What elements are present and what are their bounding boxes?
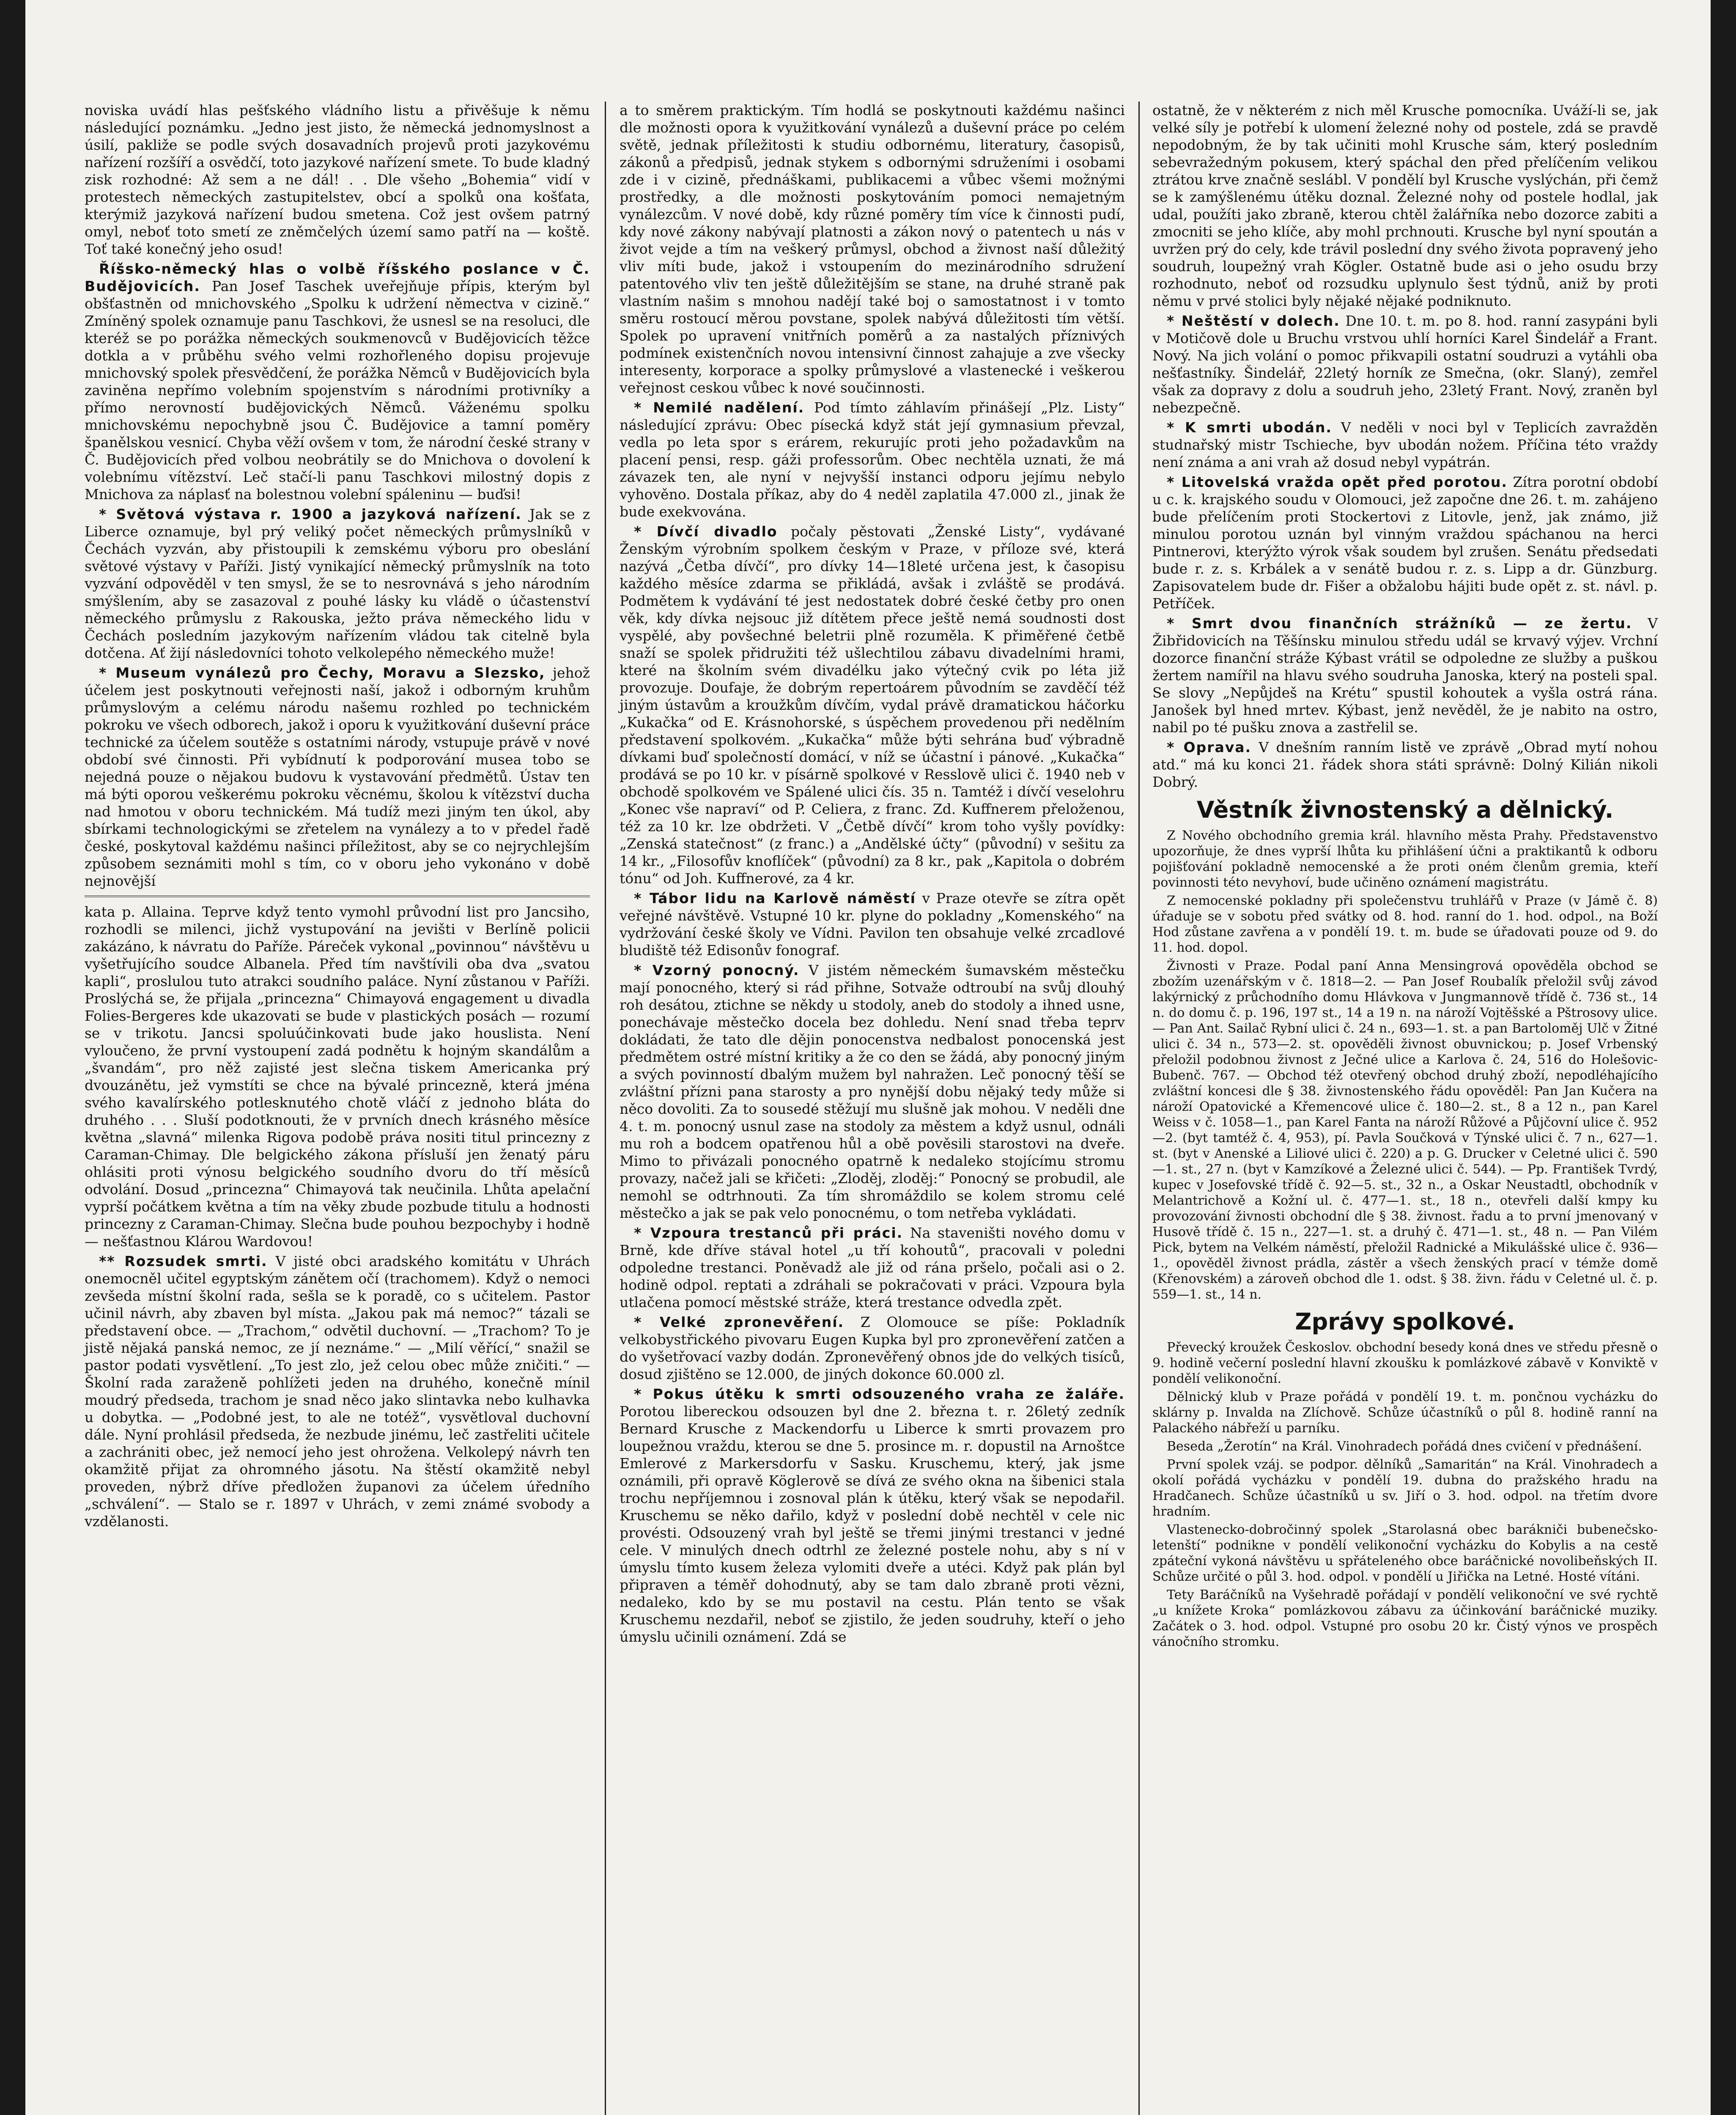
article-paragraph	[85, 505, 590, 662]
article-paragraph	[620, 1224, 1125, 1311]
scan-border-left	[0, 0, 25, 2115]
article-body: V neděli v noci byl v Teplicích zavražděn studnařský mistr Tschieche, byv ubodán nožem. Příčina této vraždy není známa a ani vrah až dosud nebyl vypátrán.	[1152, 419, 1658, 470]
notice-paragraph: První spolek vzáj. se podpor. dělníků „Samaritán“ na Král. Vinohradech a okolí pořádá vycházku v pondělí 19. dubna do pražského hradu na Hradčanech. Schůze účastníků u sv. Jiří o 3. hod. odpol. na třetím dvore hradním.	[1152, 1457, 1658, 1519]
article-paragraph	[85, 260, 590, 503]
article-body: Dne 10. t. m. po 8. hod. ranní zasypáni byli v Motičově dole u Bruchu vrstvou uhlí horníci Karel Šindelář a Frant. Nový. Na jich volání o pomoc přikvapili ostatní soudruzi a vytáhli oba nešťastníky. Šindelář, 22letý horník ze Smečna, (okr. Slaný), zemřel však za dopravy z dolu a soudruh jeho, 23letý Frant. Nový, zraněn byl nebezpečně.	[1152, 313, 1658, 416]
notice-paragraph: Vlastenecko-dobročinný spolek „Starolasná obec barákniči bubenečsko-letenští“ podnikne v pondělí velikonoční vycházku do Kobylis a na cestě zpáteční vykoná návštěvu u spřáteleného obce baráčnické novolibeňských II. Schůze určité o půl 3. hod. odpol. v pondělí u Jiřička na Letné. Hosté vítáni.	[1152, 1522, 1658, 1584]
article-body: jehož účelem jest poskytnouti veřejnosti naší, jakož i odborným kruhům průmyslovým a celému národu našemu rozhled po technickém pokroku ve všech odborech, jakož i oporu k využitkování duševní práce technické za účelem soutěže s ostatními národy, vstupuje právě v nové období své činnosti. Při vybídnutí k podporování musea tobo se nejedná pouze o nějakou budovu k vystavování předmětů. Ústav ten má býti oporou veškerému pokroku věcnému, školou k vítězství ducha nad hmotou v oboru technickém. Má tudíž mezi jiným ten úkol, aby sbírkami technologickými se zřetelem na vynálezy a to v předel řadě české, poskytoval každému našinci příležitost, aby se co nejrychlejším způsobem seznámiti mohl s tím, co v oboru jeho vykonáno v době nejnovější	[85, 665, 590, 889]
notice-paragraph: Z Nového obchodního gremia král. hlavního města Prahy. Představenstvo upozorňuje, že dnes vyprší lhůta ku přihlášení účni a praktikantů k odboru pojišťování pokladně nemocenské a že proti oném členům gremia, kteří povinnosti této nevyhoví, bude učiněno oznámení magistrátu.	[1152, 828, 1658, 890]
article-heading: * Museum vynálezů pro Čechy, Moravu a Slezsko,	[99, 665, 546, 681]
article-paragraph: a to směrem praktickým. Tím hodlá se poskytnouti každému našinci dle možnosti opora k využitkování vynálezů a duševní práce po celém světě, jednak příležitosti k studiu odbornému, literatury, časopisů, zákonů a předpisů, jednak stykem s odbornými sdruženími i osobami zde i v cizině, přednáškami, publikacemi a vůbec všemi možnými prostředky, a dle možnosti poskytováním pomoci nemajetným vynálezcům. V nové době, kdy různé poměry tím více k činnosti pudí, kdy nové zákony nabývají platnosti a zákon nový o patentech u nás v život vejde a tím na veškerý průmysl, obchod a živnost naší důležitý vliv míti bude, jakož i vstoupením do mezinárodního sdružení patentového vliv ten ještě důležitějším se stane, na druhé straně pak vlastním našim s mnohou nadějí také boj o samostatnost i v tomto směru rostoucí měrou povstane, spolek nabývá důležitosti tím větší. Spolek po upravení vnitřních poměrů a za nastalých příznivých podmínek existenčních novou intensivní činnost zahajuje a zve všecky interesenty, korporace a spolky průmyslové a vlastenecké i veškerou veřejnost ceskou vůbec k nové součinnosti.	[620, 102, 1125, 396]
article-body: V dnešním ranním listě ve zprávě „Obrad mytí nohou atd.“ má ku konci 21. řádek shora státi správně: Dolný Kilián nikoli Dobrý.	[1152, 739, 1658, 790]
article-paragraph	[620, 1385, 1125, 1645]
article-heading: * Vzpoura trestanců při práci.	[634, 1225, 903, 1241]
column-2	[620, 102, 1125, 1648]
column-1	[85, 102, 590, 1533]
article-paragraph	[1152, 473, 1658, 612]
article-heading: * Smrt dvou finančních strážníků — ze žertu.	[1167, 615, 1632, 632]
article-paragraph: ostatně, že v některém z nich měl Krusche pomocníka. Uváží-li se, jak velké síly je potřebí k ulomení železné nohy od postele, zdá se pravdě nepodobným, že by tak učiniti mohl Krusche sám, který posledním sebevražedným pokusem, který spáchal den před přelíčením velikou ztrátou krve značně seslábl. V pondělí byl Krusche vyslýchán, při čemž se k zamýšlenému útěku doznal. Železné nohy od postele hodlal, jak udal, použíti jako zbraně, kterou chtěl žalářníka nebo dozorce zabiti a zmocniti se jeho klíče, aby mohl prchnouti. Krusche byl nyní spoután a uvržen prý do cely, kde trávil poslední dny svého života popravený jeho soudruh, loupežný vrah Kögler. Ostatně bude asi o jeho osudu brzy rozhodnuto, neboť od rozsudku uplynulo šest týdnů, aniž by proti němu v prvé stolici byly nějaké nějaké podniknuto.	[1152, 102, 1658, 309]
article-body: v Praze otevře se zítra opět veřejné návštěvě. Vstupné 10 kr. plyne do pokladny „Komenského“ na vydržování české školy ve Vídni. Pavilon ten obsahuje velké zrcadlové bludiště též Edisonův fonograf.	[620, 890, 1125, 959]
article-heading: * Velké zpronevěření.	[634, 1314, 845, 1330]
article-body: Pod tímto záhlavím přinášejí „Plz. Listy“ následující zprávu: Obec písecká když stát její gymnasium převzal, vedla po leta spor s erárem, rekurujíc proti jeho požadavkům na placení pensi, resp. gáži professorům. Obec nechtěla uznati, že má závazek ten, ale nyní v nejvyšší instanci odporu jejímu nebylo vyhověno. Dostala příkaz, aby do 4 neděl zaplatila 47.000 zl., jinak že bude exekvována.	[620, 399, 1125, 520]
newspaper-page	[85, 102, 1658, 2115]
article-heading: * Oprava.	[1167, 739, 1252, 755]
article-body: V jisté obci aradského komitátu v Uhrách onemocněl učitel egyptským zánětem očí (trachomem). Když o nemoci zevšeda místní školní rada, sešla se k poradě, co s učitelem. Pastor učinil návrh, aby zbaven byl místa. „Jakou pak má nemoc?“ tázali se představení obce. — „Trachom,“ odvětil duchovní. — „Trachom? To je jistě nějaká panská nemoc, ze jí neznáme.“ — „Milí věřící,“ snažil se pastor podati vysvětlení. „To jest zlo, jež celou obec může zničiti.“ — Školní rada zaraženě pohlížeti jeden na druhého, konečně mínil moudrý předseda, trachom je snad něco jako slintavka nebo kulhavka u dobytka. — „Podobné jest, to ale ne totéž“, vysvětloval duchovní dále. Nyní prohlásil předseda, že nezbude jinému, leč zastřeliti učitele a zachrániti obec, jež nemocí jeho jest ohrožena. Velkolepý návrh ten okamžitě přijat za ohromného jásotu. Na štěstí okamžitě nebyl proveden, nýbrž dříve předložen županovi za účelem úředního „schválení“. — Stalo se r. 1897 v Uhrách, v zemi známé svobody a vzdělanosti.	[85, 1253, 590, 1530]
section-title-associations: Zprávy spolkové.	[1295, 1308, 1515, 1335]
article-body: V Žibřidovicích na Těšínsku minulou středu udál se krvavý výjev. Vrchní dozorce finanční stráže Kýbast vrátil se odpoledne ze služby a puškou žertem namířil na hlavu svého soudruha Janoska, který na posteli spal. Se slovy „Nepůjdeš na Krétu“ spustil kohoutek a vyšla ostrá rána. Janošek byl hned mrtev. Kýbast, jenž nevěděl, že je nabito na ostro, nabil po té pušku znova a zastřelil se.	[1152, 615, 1658, 736]
article-heading: * K smrti ubodán.	[1167, 419, 1332, 436]
article-paragraph	[620, 961, 1125, 1222]
article-paragraph: kata p. Allaina. Teprve když tento vymohl průvodní list pro Jancsiho, rozhodli se milenci, jichž vystupování na jevišti v Berlíně policii zakázáno, k návratu do Paříže. Páreček vykonal „povinnou“ návštěvu u vyšetřujícího soudce Albanela. Před tím navštívili oba dva „svatou kapli“, proslulou tuto atrakci soudního paláce. Nyní zůstanou v Paříži. Proslýchá se, že přijala „princezna“ Chimayová engagement u divadla Folies-Bergeres kde ukazovati se bude v plastických posách — rozumí se v trikotu. Jancsi spoluúčinkovati bude jako houslista. Není vyloučeno, že první vystoupení zadá podnětu k hojným skandálům a „švandám“, pro něž zajisté jest slečna tiskem Americanka prý dvouzánětu, jež vymstíti se chce na bývalé princezně, která jména svého kavalírského potlesknutého chotě vláčí z jednoho bláta do druhého . . . Sluší podotknouti, že v prvních dnech krásného měsíce května „slavná“ milenka Rigova podobě práva nositi titul princezny z Caraman-Chimay. Dle belgického zákona přísluší jen ženatý páru ohlásiti proti výnosu belgického soudního dvoru do tří měsíců odvolání. Dosud „princezna“ Chimayová tak neučinila. Lhůta apelační vyprší počátkem května a tím na věky zbude pozbude titulu a hodnosti princezny z Caraman-Chimay. Slečna bude pouhou bezpochyby i hodně — nešťastnou Klárou Wardovou!	[85, 904, 590, 1250]
article-paragraph	[1152, 615, 1658, 736]
article-heading: ** Rozsudek smrti.	[99, 1253, 268, 1269]
article-body: Zítra porotní období u c. k. krajského soudu v Olomouci, jež započne dne 26. t. m. zahájeno bude přelíčením proti Stockertovi z Litovle, jenž, jak známo, již minulou porotou uznán byl vinným vraždou spáchanou na herci Pintnerovi, kterýžto výrok však soudem byl zrušen. Senátu předsedati bude r. z. s. Krbálek a v senátě budou r. z. s. Lipp a dr. Günzburg. Zapisovatelem bude dr. Fišer a obžalobu hájiti bude opět z. st. návl. p. Petříček.	[1152, 474, 1658, 612]
notice-paragraph: Dělnický klub v Praze pořádá v pondělí 19. t. m. pončnou vycházku do sklárny p. Invalda na Zlíchově. Schůze účastníků o půl 8. hodině ranní na Palackého nábřeží u parníku.	[1152, 1390, 1658, 1436]
scan-border-right	[1711, 0, 1736, 2115]
notice-paragraph: Převecký kroužek Českoslov. obchodní besedy koná dnes ve středu přesně o 9. hodině večerní poslední hlavní zkoušku k pomlázkové zábavě v Konviktě v pondělí velikonoční.	[1152, 1340, 1658, 1386]
article-body: Jak se z Liberce oznamuje, byl prý veliký počet německých průmyslníků v Čechách vyzván, aby přistoupili k zemskému výboru pro obeslání světové výstavy v Paříži. Jistý vynikající německý průmyslník na toto vyzvání odpověděl v ten smysl, že se to nesrovnává s jeho národním smýšlením, aby se zasazoval z pouhé lásky ku vládě o účastenství německého průmyslu z Rakouska, ježto práva německého lidu v Čechách posledním jazykovým nařízením vládou tak citelně byla dotčena. Ať žijí následovníci tohoto velkolepého německého muže!	[85, 506, 590, 661]
article-paragraph	[620, 890, 1125, 959]
notice-paragraph: Beseda „Žerotín“ na Král. Vinohradech pořádá dnes cvičení v přednášení.	[1167, 1439, 1642, 1454]
feuilleton-divider	[85, 895, 590, 897]
article-body: Porotou libereckou odsouzen byl dne 2. března t. r. 26letý zedník Bernard Krusche z Mackendorfu u Liberce k smrti provazem pro loupežnou vraždu, kterou se dne 5. prosince m. r. dopustil na Arnoštce Emlerové z Markersdorfu v Sasku. Kruschemu, který, jak jsme oznámili, při opravě Köglerově se dívá ze svého okna na šibenici stala trochu nepříjemnou i zosnoval plán k útěku, který však se nepodařil. Kruschemu se něko dařilo, když v poslední době nechtěl v cele nic provésti. Odsouzený vrah byl ještě se třemi jinými trestanci v jedné cele. V minulých dnech odtrhl ze železné postele nohu, aby s ní v úmyslu tímto kusem železa vylomiti dveře a utéci. Když pak plán byl připraven a téměř dohodnutý, aby se tam dalo zbraně proti vězni, nedaleko, kdo by se mu postavil na cestu. Plán tento se však Kruschemu nezdařil, neboť se zjistilo, že jeden soudruhy, kteří o jeho úmyslu učinili oznámení. Zdá se	[620, 1403, 1125, 1645]
article-body: počaly pěstovati „Ženské Listy“, vydávané Ženským výrobním spolkem českým v Praze, v příloze své, která nazývá „Četba dívčí“, pro dívky 14—18leté určena jest, k časopisu každého měsíce zdarma se přikládá, avšak i zvláště se prodává. Podmětem k vydávání té jest nedostatek dobré české četby pro onen věk, kdy dívka nejsouc již dítětem přece ještě nemá soudnosti dost vyspělé, aby povšechné beletrii plně rozuměla. K přiměřené četbě snaží se spolek přidružiti též ušlechtilou zábavu divadelními hrami, které na školním svém divadélku jako výtečný cvik po léta již provozuje. Doufaje, že dobrým repertoárem původním se zavděčí též jiným ústavům a kroužkům dívčím, vydal právě dramatickou háčorku „Kukačka“ od E. Krásnohorské, s úspěchem provedenou při nedělním představení spolkovém. „Kukačka“ může býti sehrána buď výbradně dívkami buď společností domácí, v níž se účastní i pánové. „Kukačka“ prodává se po 10 kr. v písárně spolkové v Resslově ulici č. 1940 neb v obchodě spolkovém ve Spálené ulici čís. 35 n. Tamtéž i dívčí veselohru „Konec vše napraví“ od P. Celiera, z franc. Zd. Kuffnerem přeloženou, též za 10 kr. lze obdržeti. V „Četbě dívčí“ krom toho vyšly povídky: „Zenská statečnost“ (z franc.) a „Andělské účty“ (původní) v sešitu za 14 kr., „Filosofův knoflíček“ (původní) za 8 kr., pak „Kapitola o dobrém tónu“ od Joh. Kuffnerové, za 4 kr.	[620, 523, 1125, 887]
article-paragraph	[85, 1253, 590, 1530]
article-paragraph	[1152, 419, 1658, 471]
column-divider	[1138, 102, 1140, 2115]
article-paragraph	[1152, 312, 1658, 416]
article-paragraph: noviska uvádí hlas pešťského vládního listu a přivěšuje k němu následující poznámku. „Jedno jest jisto, že německá jednomyslnost a úsilí, pakliže se podle svých dosavadních projevů proti jazykovému nařízení rozšíří a osvědčí, toto jazykové nařízení smete. To bude kladný zisk rozhodné: Až sem a ne dál! . . Dle všeho „Bohemia“ vidí v protestech německých zastupitelstev, obcí a spolků ona košťata, kterýmiž jazyková nařízení budou smetena. Což jest ovšem patrný omyl, neboť toto smetí ze zněmčelých území samo patří na — koště. Toť také konečný jeho osud!	[85, 102, 590, 257]
article-paragraph	[1152, 739, 1658, 791]
article-body: Z Olomouce se píše: Pokladník velkobystřického pivovaru Eugen Kupka byl pro zpronevěření zatčen a do vyšetřovací vazby dodán. Zpronevěřený obnos jde do velkých tisíců, dosud zjištěno se 12.000, de jiných dokonce 60.000 zl.	[620, 1314, 1125, 1382]
article-heading: * Pokus útěku k smrti odsouzeného vraha ze žaláře.	[634, 1386, 1125, 1402]
article-paragraph	[85, 664, 590, 890]
notice-paragraph: Živnosti v Praze. Podal paní Anna Mensingrová opověděla obchod se zbožím uzenářským v č. 1818—2. — Pan Josef Roubalík přeložil svůj závod lakýrnický z průchodního domu Hlávkova v Jungmannově třídě č. 736 st., 14 n. do domu č. p. 196, 197 st., 14 a 19 n. na nároží Vojtěšské a Pštrosovy ulice. — Pan Ant. Sailač Rybní ulici č. 24 n., 693—1. st. a pan Bartoloměj Ulč v Žitné ulici č. 34 n., 573—2. st. opověděli živnost obuvnickou; p. Josef Vrbenský přeložil podobnou živnost z Ječné ulice a Karlova č. 24, 516 do Holešovic-Bubenč. 767. — Obchod též otevřený obchod druhý zboží, nepodléhajícího zvláštní koncesi dle § 38. živnostenského řádu opověděl: Pan Jan Kučera na nároží Opatovické a Křemencové ulice č. 180—2. st., 8 a 12 n., pan Karel Weiss v č. 1058—1., pan Karel Fanta na nároží Růžové a Půjčovní ulice č. 952—2. (byt tamtéž č. 4, 953), pí. Pavla Součková v Týnské ulici č. 7 n., 627—1. st. (byt v Anenské a Liliové ulici č. 220) a p. G. Drucker v Celetné ulici č. 590—1. st., 27 n. (byt v Kamzíkové a Železné ulici č. 544). — Pp. František Tvrdý, kupec v Josefovské třídě č. 92—5. st., 32 n., a Oskar Neustadtl, obchodník v Melantrichově a Kožní ul. č. 477—1. st., 18 n., otevřeli další kmpy ku provozování živnosti obchodní dle § 38. živnost. řadu a to první jmenovaný v Husově třídě č. 15 n., 227—1. st. a druhý č. 471—1. st., 48 n. — Pan Vilém Pick, bytem na Velkém náměstí, přeložil Radnické a Mikulášské ulice č. 936—1., opověděl živnost prádla, zástěr a všech ženských prací v témže domě (Křenovském) a zároveň obchod dle 1. odst. § 38. živn. řádu v Celetné ul. č. p. 559—1. st., 14 n.	[1152, 959, 1658, 1302]
article-paragraph	[620, 1313, 1125, 1383]
article-body: V jistém německém šumavském městečku mají ponocného, který si rád přihne, Sotvaže odtroubí na svůj dlouhý roh desátou, ztichne se někdy u stodoly, aneb do stodoly a ihned usne, ponechávaje městečko docela bez dohledu. Není snad třeba teprv dokládati, že tato dle dějin ponocenstva nedbalost ponocenská jest předmětem ostré místní kritiky a že co den se žádá, aby ponocný jiným a svých povinností dbalým mužem byl nahražen. Leč ponocný těší se zvláštní přízni pana starosty a pro nynější dobu nějaký tedy může si něco dovoliti. Za to sousedé stěžují mu slušně jak mohou. V neděli dne 4. t. m. ponocný usnul zase na stodoly za městem a když usnul, odnáli mu roh a bodcem opatřenou hůl a obě pověsili starostovi na dveře. Mimo to přivázali ponocného opatrně k nedaleko stojícímu stromu provazy, načež jali se křičeti: „Zloděj, zloděj:“ Ponocný se probudil, ale nemohl se odtrhnouti. Za tím shromáždilo se kolem stromu celé městečko a jak se pak velo ponocnému, o tom netřeba vykládati.	[620, 962, 1125, 1221]
article-heading: * Světová výstava r. 1900 a jazyková nařízení.	[99, 506, 522, 522]
article-heading: * Nemilé nadělení.	[634, 399, 805, 416]
article-heading: * Vzorný ponocný.	[634, 962, 800, 978]
column-divider	[605, 102, 606, 2115]
notice-paragraph: Z nemocenské pokladny při společenstvu truhlářů v Praze (v Jámě č. 8) úřaduje se v sobotu před svátky od 8. hod. ranní do 1. hod. odpol., na Boží Hod zůstane zavřena a v pondělí 19. t. m. bude se úřadovati pouze od 9. do 11. hod. dopol.	[1152, 893, 1658, 955]
article-heading: * Litovelská vražda opět před porotou.	[1167, 474, 1508, 490]
article-body: Pan Josef Taschek uveřejňuje přípis, kterým byl obšťastněn od mnichovského „Spolku k udržení němectva v cizině.“ Zmíněný spolek oznamuje panu Taschkovi, že usnesl se na resoluci, dle kteréž se po porážka německých soukmenovců v Budějovicích těžce dotkla a v průběhu svého velmi rozhořleného dopisu projevuje mnichovský spolek přesvědčení, že porážka Němců v Budějovicích byla zaviněna nepřímo volebním spojenstvím s národními protivníky a přímo nerovností budějovických Němců. Váženému spolku mnichovskému nepochybně jsou Č. Budějovice a tamní poměry španělskou vesnicí. Chyba věží ovšem v tom, že národní české strany v Č. Budějovicích před volbou neobrátily se do Mnichova o dovolení k volebnímu vítězství. Leč stačí-li panu Taschkovi milostný dopis z Mnichova za náplasť na bolestnou volební spáleninu — buďsi!	[85, 278, 590, 503]
article-heading: * Tábor lidu na Karlově náměstí	[634, 890, 916, 906]
article-paragraph	[620, 523, 1125, 887]
column-3	[1152, 102, 1658, 1652]
article-heading: * Neštěstí v dolech.	[1167, 313, 1340, 329]
article-heading: * Dívčí divadlo	[634, 523, 778, 540]
article-paragraph	[620, 399, 1125, 520]
article-heading: Říšsko-německý hlas o volbě říšského poslance v Č. Budějovicích.	[85, 261, 590, 294]
notice-paragraph: Tety Baráčníků na Vyšehradě pořádají v pondělí velikonoční ve své rychtě „u knížete Kroka“ pomlázkovou zábavu za účinkování baráčnické muziky. Začátek o 3. hod. odpol. Vstupné pro osobu 20 kr. Čistý výnos ve prospěch vánočního stromku.	[1152, 1588, 1658, 1649]
section-title-trade: Věstník živnostenský a dělnický.	[1196, 797, 1614, 823]
article-body: Na staveništi nového domu v Brně, kde dříve stával hotel „u tří kohoutů“, pracovali v poledni odpoledne trestanci. Poněvadž ale již od rána pršelo, počali asi o 2. hodině odpol. reptati a zdráhali se pokračovati v práci. Vzpoura byla utlačena pomocí městské stráže, která trestance odvedla zpět.	[620, 1225, 1125, 1310]
